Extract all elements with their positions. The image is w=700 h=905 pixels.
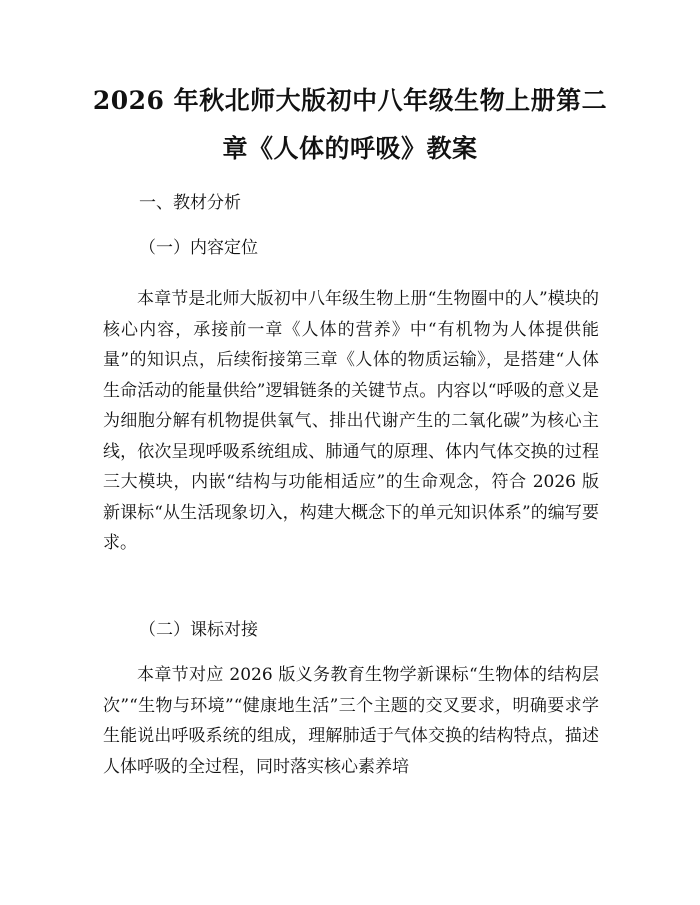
document-title-line-1: 2026 年秋北师大版初中八年级生物上册第二 (92, 86, 608, 115)
document-title-line-2: 章《人体的呼吸》教案 (222, 134, 478, 163)
paragraph-content-positioning: 本章节是北师大版初中八年级生物上册“生物圈中的人”模块的核心内容，承接前一章《人体的营养》中“有机物为人体提供能量”的知识点，后续衔接第三章《人体的物质运输》，是搭建“人体生命活动的能量供给”逻辑链条的关键节点。内容以“呼吸的意义是为细胞分解有机物提供氧气、排出代谢产生的二氧化碳”为核心主线，依次呈现呼吸系统组成、肺通气的原理、体内气体交换的过程三大模块，内嵌“结构与功能相适应”的生命观念，符合 2026 版新课标“从生活现象切入，构建大概念下的单元知识体系”的编写要求。 (103, 289, 599, 553)
paragraph-curriculum-alignment: 本章节对应 2026 版义务教育生物学新课标“生物体的结构层次”“生物与环境”“健康地生活”三个主题的交叉要求，明确要求学生能说出呼吸系统的组成，理解肺适于气体交换的结构特点，描述人体呼吸的全过程，同时落实核心素养培 (103, 665, 599, 777)
section-heading-textbook-analysis: 一、教材分析 (139, 193, 241, 213)
subsection-heading-curriculum-alignment: （二）课标对接 (139, 620, 258, 640)
subsection-heading-content-positioning: （一）内容定位 (139, 238, 258, 258)
